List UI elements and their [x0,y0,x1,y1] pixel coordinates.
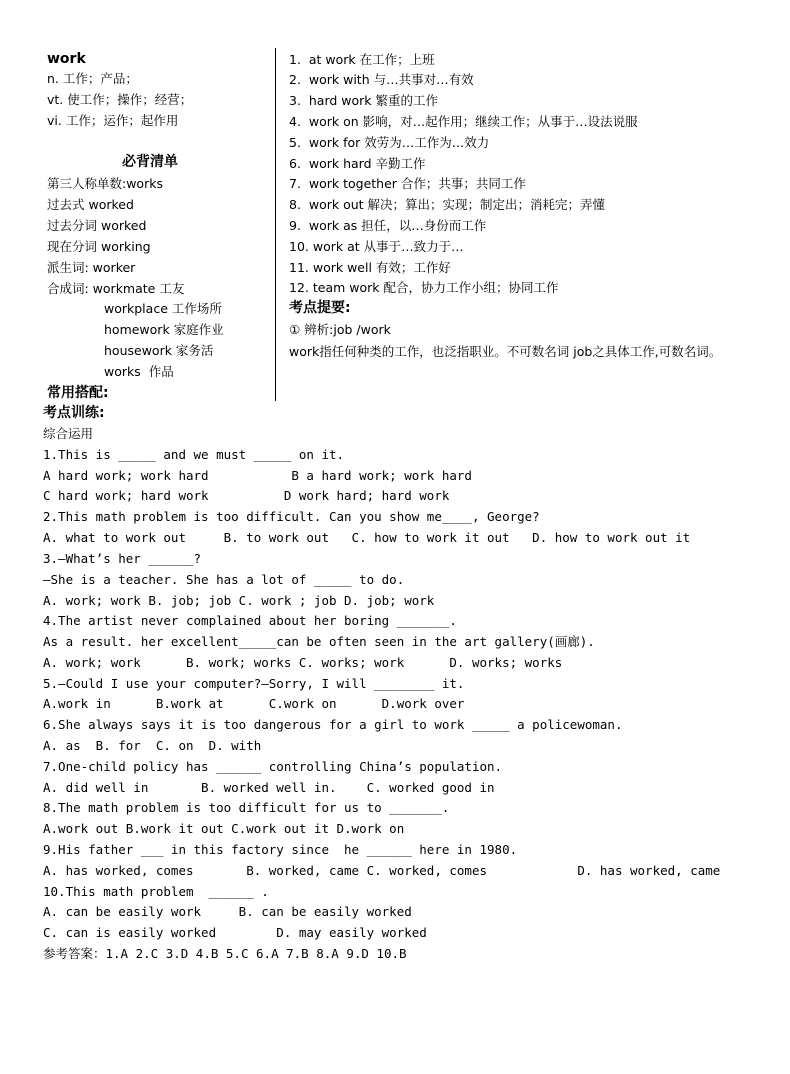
question-10: 10.This math problem ______ . [43,884,269,899]
word-heading: work [47,51,86,67]
question-1: 1.This is _____ and we must _____ on it. [43,447,345,462]
question-3-line-2: —She is a teacher. She has a lot of _____ to do. [43,572,405,587]
phrase-3: 3. hard work 繁重的工作 [289,93,439,108]
compound-works: works 作品 [104,364,174,379]
compound-workplace: workplace 工作场所 [104,301,222,316]
points-title: 考点提要: [289,300,351,316]
form-present-participle: 现在分词 working [47,239,151,254]
question-8-options: A.work out B.work it out C.work out it D.work on [43,821,405,836]
question-1-options-ab: A hard work; work hard B a hard work; work hard [43,468,472,483]
form-derivative: 派生词: worker [47,260,136,275]
phrase-6: 6. work hard 辛勤工作 [289,156,426,171]
form-compound: 合成词: workmate 工友 [47,281,185,296]
question-7-options: A. did well in B. worked well in. C. worked good in [43,780,495,795]
definition-vt: vt. 使工作；操作；经营； [47,92,193,107]
collocations-title: 常用搭配: [47,385,109,401]
question-4-options: A. work; work B. work; works C. works; work D. works; works [43,655,563,670]
phrase-7: 7. work together 合作；共事；共同工作 [289,176,526,191]
question-2: 2.This math problem is too difficult. Can you show me____, George? [43,509,540,524]
question-10-options-ab: A. can be easily work B. can be easily worked [43,904,412,919]
question-6: 6.She always says it is too dangerous for a girl to work _____ a policewoman. [43,717,623,732]
phrase-1: 1. at work 在工作；上班 [289,52,435,67]
question-4: 4.The artist never complained about her boring _______. [43,613,457,628]
phrase-10: 10. work at 从事于…致力于… [289,239,464,254]
question-3-options: A. work; work B. job; job C. work ; job D. job; work [43,593,435,608]
form-past-participle: 过去分词 worked [47,218,147,233]
phrase-9: 9. work as 担任，以…身份而工作 [289,218,487,233]
question-7: 7.One-child policy has ______ controlling China’s population. [43,759,503,774]
question-9: 9.His father ___ in this factory since he ______ here in 1980. [43,842,518,857]
question-1-options-cd: C hard work; hard work D work hard; hard work [43,488,450,503]
phrase-2: 2. work with 与…共事对…有效 [289,72,474,87]
phrase-5: 5. work for 效劳为…工作为…效力 [289,135,490,150]
definition-noun: n. 工作；产品； [47,71,138,86]
question-5: 5.—Could I use your computer?—Sorry, I will ________ it. [43,676,465,691]
phrase-8: 8. work out 解决；算出；实现；制定出；消耗完；弄懂 [289,197,606,212]
phrase-12: 12. team work 配合，协力工作小组；协同工作 [289,280,559,295]
must-list-title: 必背清单 [122,154,178,170]
question-2-options: A. what to work out B. to work out C. how to work it out D. how to work out it [43,530,691,545]
question-9-options: A. has worked, comes B. worked, came C. worked, comes D. has worked, came [43,863,721,878]
question-3: 3.—What’s her ______? [43,551,202,566]
column-divider [275,48,276,401]
training-subtitle: 综合运用 [43,426,94,441]
phrase-4: 4. work on 影响，对…起作用；继续工作；从事于…设法说服 [289,114,638,129]
question-8: 8.The math problem is too difficult for us to _______. [43,800,450,815]
point-1-text: work指任何种类的工作，也泛指职业。不可数名词 job之具体工作,可数名词。 [289,344,722,359]
question-6-options: A. as B. for C. on D. with [43,738,262,753]
question-5-options: A.work in B.work at C.work on D.work over [43,696,465,711]
form-third-person: 第三人称单数:works [47,176,163,191]
definition-vi: vi. 工作；运作；起作用 [47,113,179,128]
compound-homework: homework 家庭作业 [104,322,224,337]
question-10-options-cd: C. can is easily worked D. may easily worked [43,925,427,940]
phrase-11: 11. work well 有效；工作好 [289,260,451,275]
compound-housework: housework 家务活 [104,343,214,358]
form-past: 过去式 worked [47,197,134,212]
training-title: 考点训练: [43,405,105,421]
question-4-line-2: As a result. her excellent_____can be often seen in the art gallery(画廊). [43,634,595,649]
answer-key: 参考答案：1.A 2.C 3.D 4.B 5.C 6.A 7.B 8.A 9.D 10.B [43,946,407,961]
point-1-heading: ① 辨析:job /work [289,322,391,337]
